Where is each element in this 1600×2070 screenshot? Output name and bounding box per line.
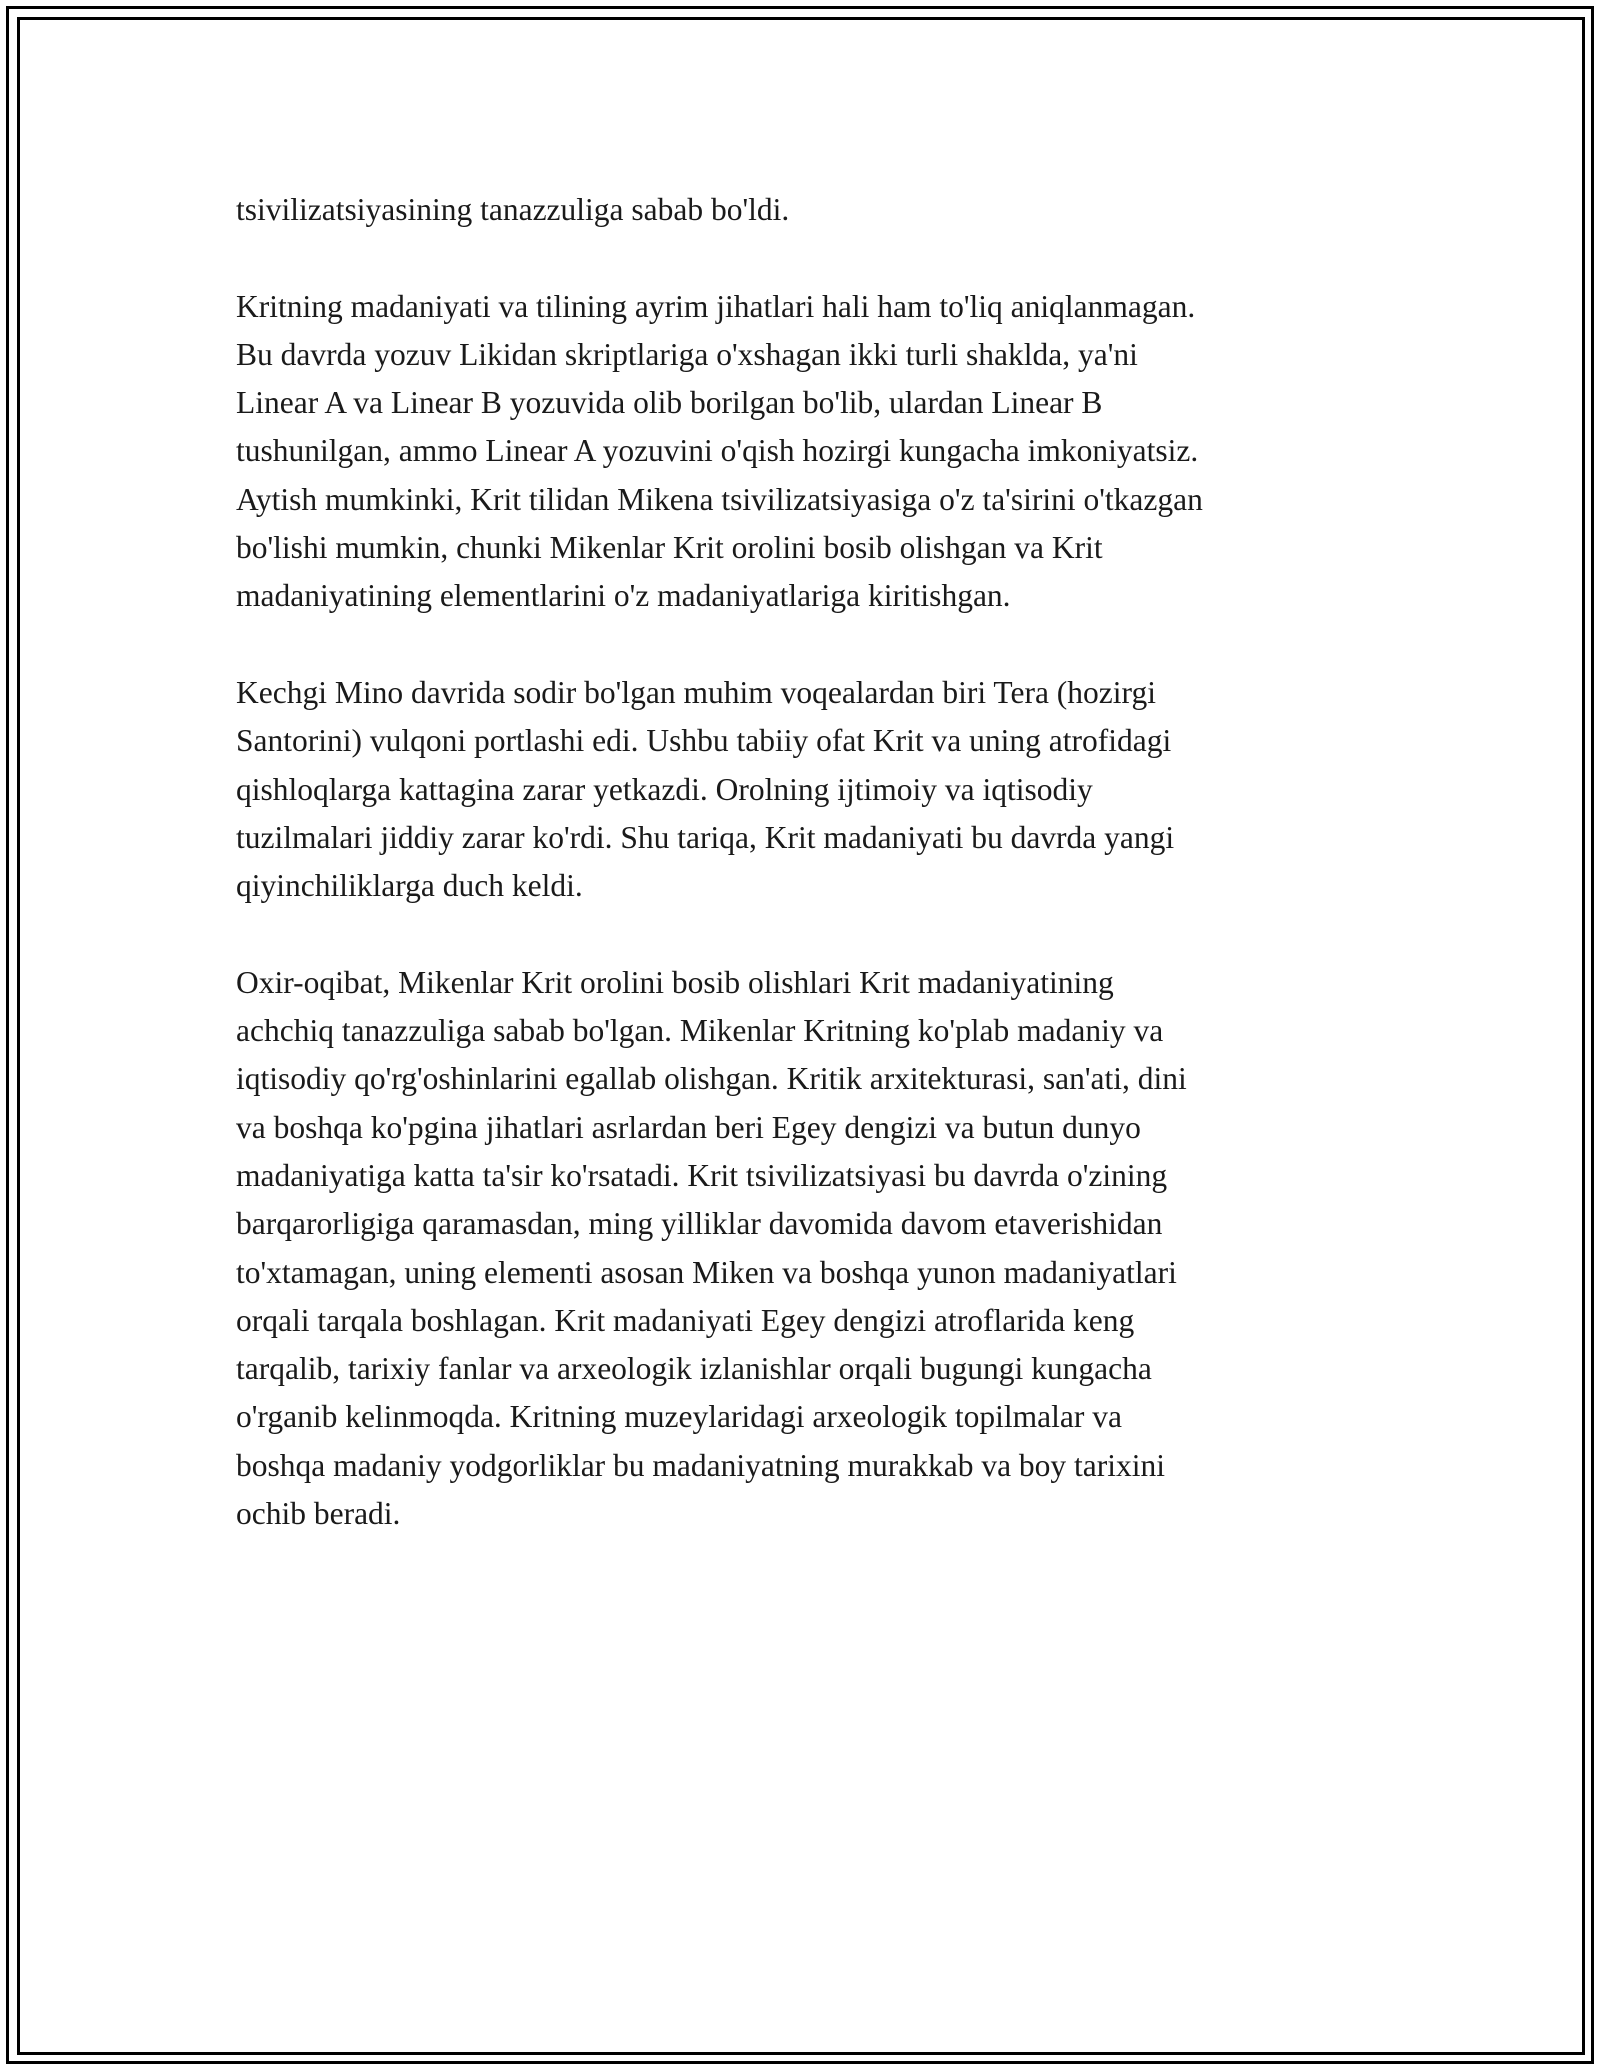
text-line: Aytish mumkinki, Krit tilidan Mikena tsivilizatsiyasiga o'z ta'sirini o'tkazgan	[236, 481, 1203, 517]
document-body	[236, 186, 1386, 1587]
text-line: Santorini) vulqoni portlashi edi. Ushbu tabiiy ofat Krit va uning atrofidagi	[236, 723, 1172, 759]
text-line: ochib beradi.	[236, 1496, 401, 1532]
text-line: va boshqa ko'pgina jihatlari asrlardan beri Egey dengizi va butun dunyo	[236, 1109, 1141, 1145]
text-line: madaniyatining elementlarini o'z madaniyatlariga kiritishgan.	[236, 578, 1011, 614]
text-line: achchiq tanazzuliga sabab bo'lgan. Mikenlar Kritning ko'plab madaniy va	[236, 1013, 1164, 1049]
paragraph-1	[236, 186, 1386, 234]
text-line: Kritning madaniyati va tilining ayrim jihatlari hali ham to'liq aniqlanmagan.	[236, 288, 1196, 324]
text-line: to'xtamagan, uning elementi asosan Miken va boshqa yunon madaniyatlari	[236, 1254, 1177, 1290]
text-line: barqarorligiga qaramasdan, ming yilliklar davomida davom etaverishidan	[236, 1206, 1163, 1242]
text-line: Linear A va Linear B yozuvida olib borilgan bo'lib, ulardan Linear B	[236, 385, 1103, 421]
text-line: iqtisodiy qo'rg'oshinlarini egallab olishgan. Kritik arxitekturasi, san'ati, dini	[236, 1061, 1187, 1097]
text-line: bo'lishi mumkin, chunki Mikenlar Krit orolini bosib olishgan va Krit	[236, 530, 1103, 566]
text-line: o'rganib kelinmoqda. Kritning muzeylaridagi arxeologik topilmalar va	[236, 1399, 1122, 1435]
text-line: tushunilgan, ammo Linear A yozuvini o'qish hozirgi kungacha imkoniyatsiz.	[236, 433, 1199, 469]
text-line: qishloqlarga kattagina zarar yetkazdi. Orolning ijtimoiy va iqtisodiy	[236, 771, 1093, 807]
text-line: tarqalib, tarixiy fanlar va arxeologik izlanishlar orqali bugungi kungacha	[236, 1351, 1152, 1387]
text-line: Kechgi Mino davrida sodir bo'lgan muhim voqealardan biri Tera (hozirgi	[236, 674, 1156, 710]
text-line: boshqa madaniy yodgorliklar bu madaniyatning murakkab va boy tarixini	[236, 1447, 1166, 1483]
paragraph-3	[236, 669, 1386, 910]
text-line: qiyinchiliklarga duch keldi.	[236, 868, 583, 904]
paragraph-2	[236, 283, 1386, 621]
text-line: madaniyatiga katta ta'sir ko'rsatadi. Krit tsivilizatsiyasi bu davrda o'zining	[236, 1157, 1168, 1193]
text-line: tuzilmalari jiddiy zarar ko'rdi. Shu tariqa, Krit madaniyati bu davrda yangi	[236, 819, 1175, 855]
text-line: Oxir-oqibat, Mikenlar Krit orolini bosib olishlari Krit madaniyatining	[236, 964, 1114, 1000]
paragraph-4	[236, 959, 1386, 1539]
text-line: tsivilizatsiyasining tanazzuliga sabab bo'ldi.	[236, 192, 790, 227]
text-line: orqali tarqala boshlagan. Krit madaniyati Egey dengizi atroflarida keng	[236, 1302, 1135, 1338]
text-line: Bu davrda yozuv Likidan skriptlariga o'xshagan ikki turli shaklda, ya'ni	[236, 336, 1138, 372]
